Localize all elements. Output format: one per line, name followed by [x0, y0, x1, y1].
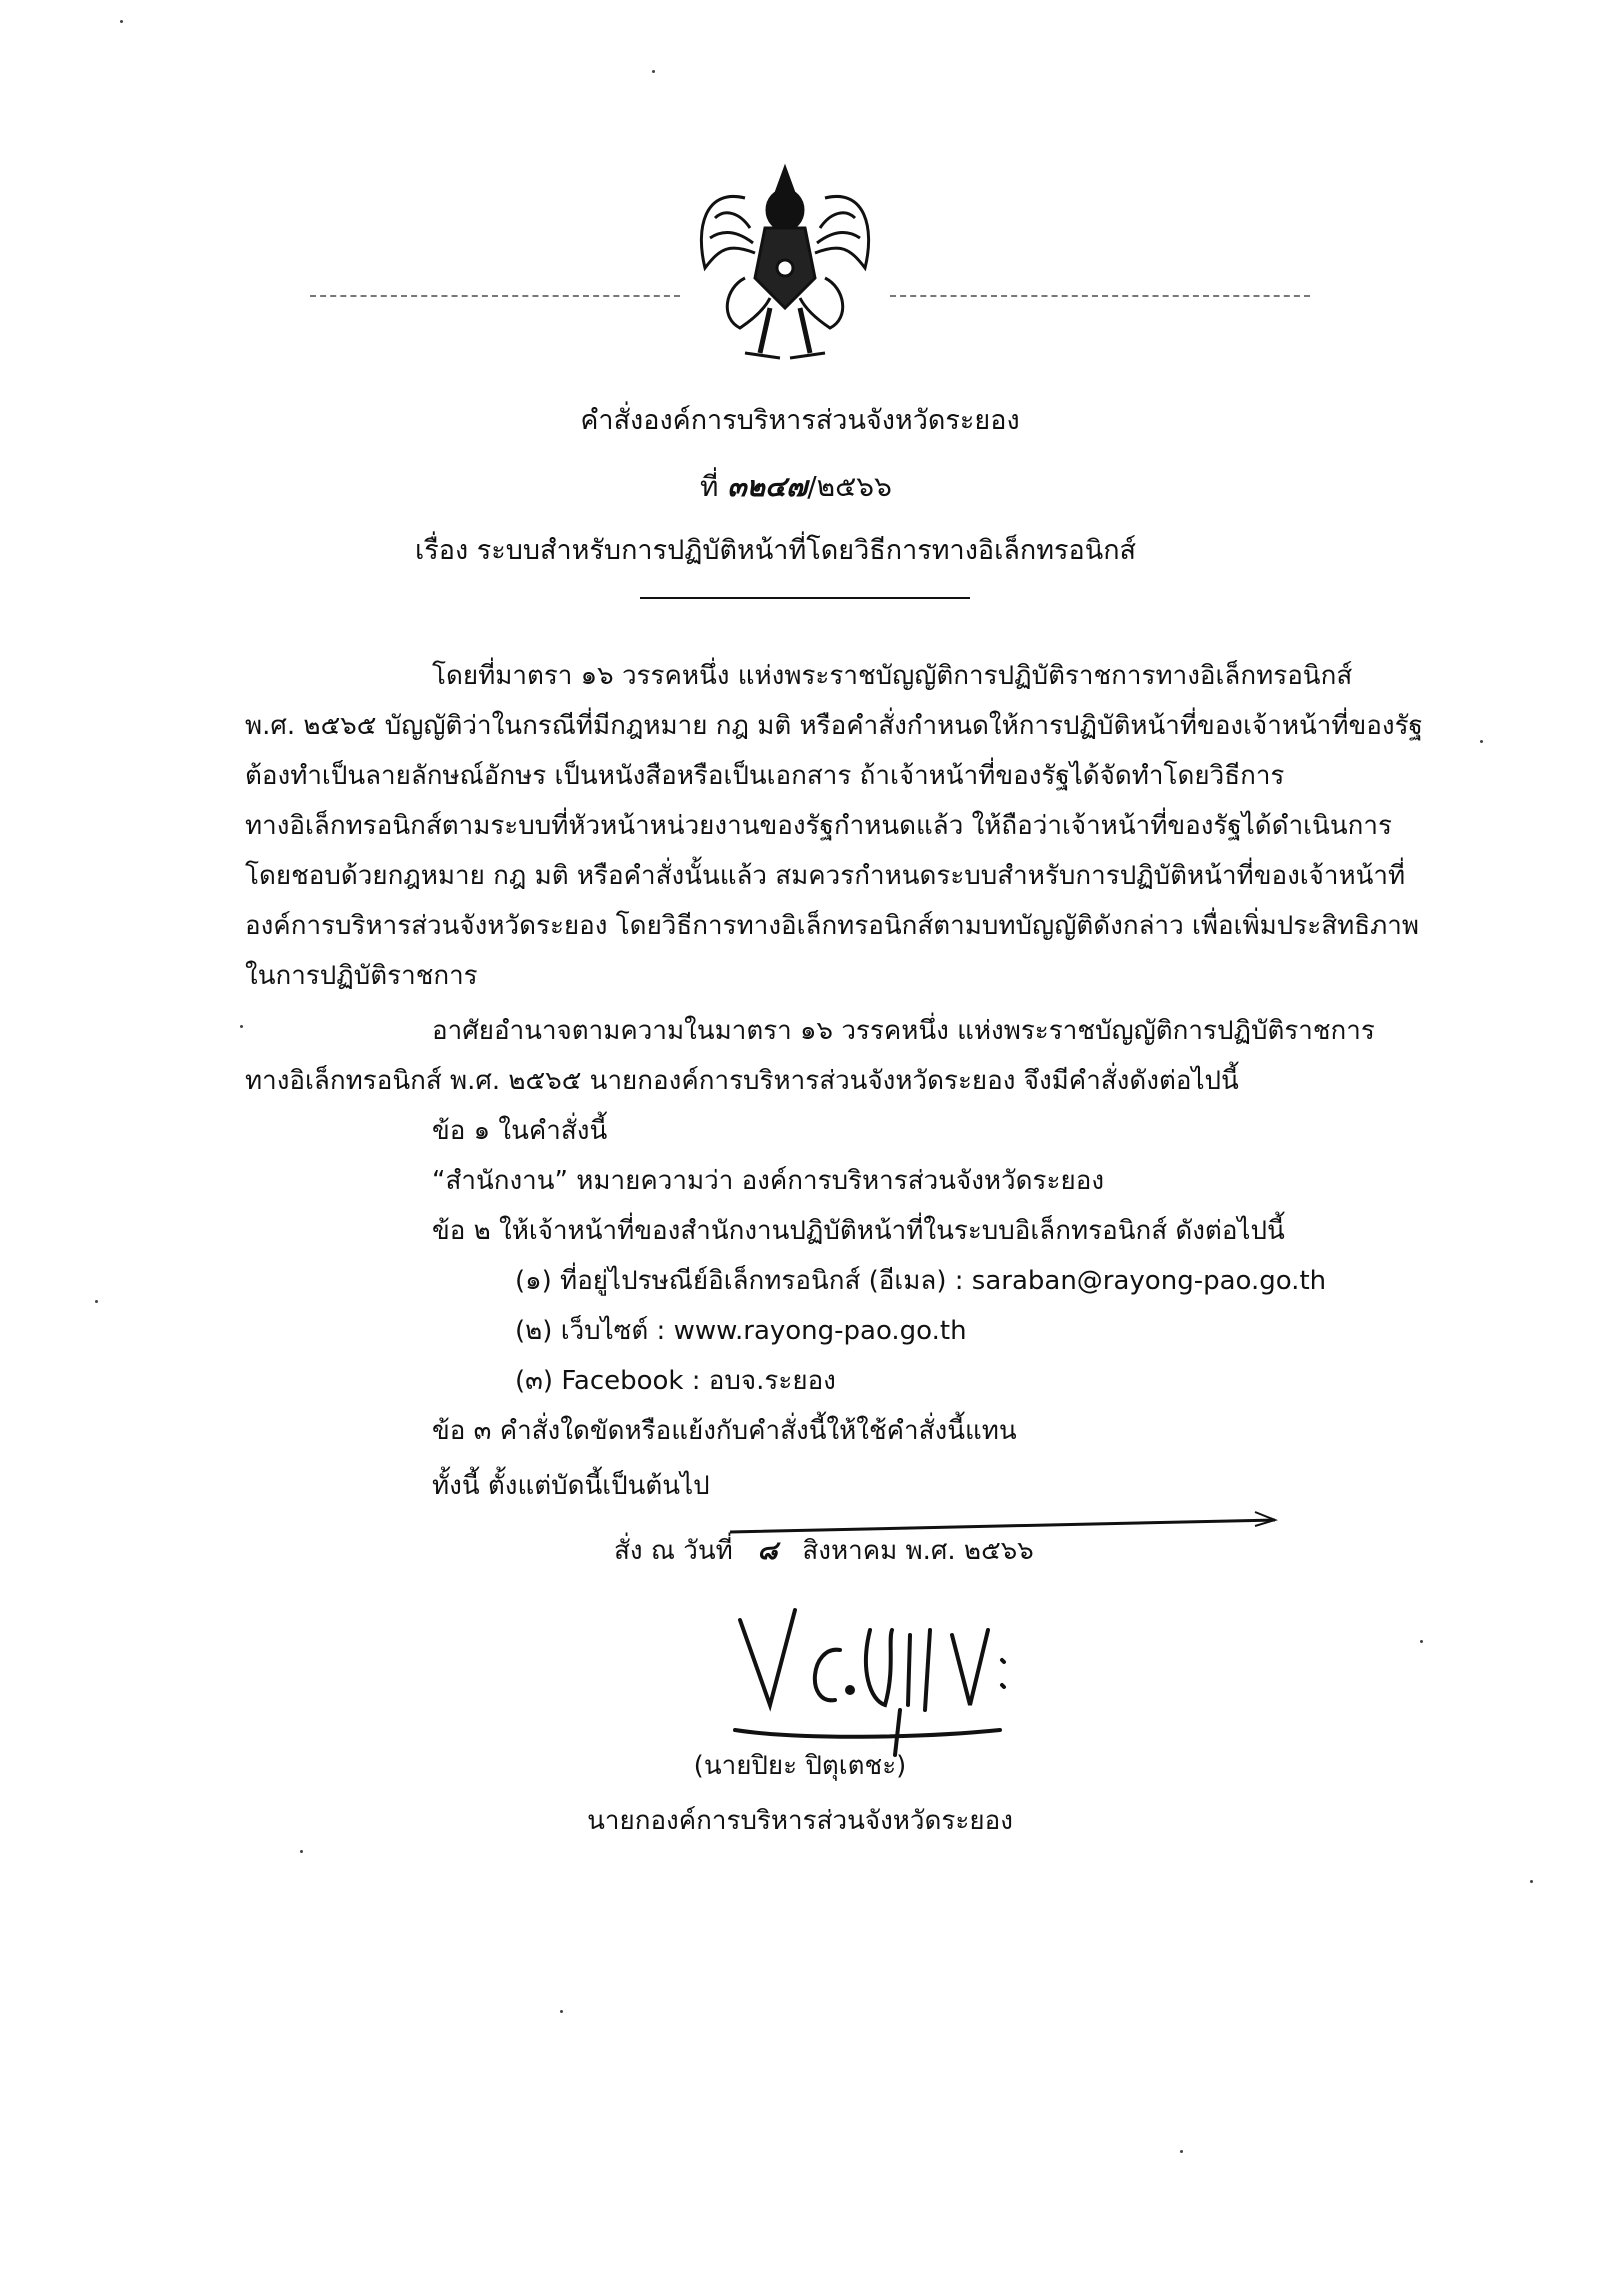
para1-line: องค์การบริหารส่วนจังหวัดระยอง โดยวิธีการทางอิเล็กทรอนิกส์ตามบทบัญญัติดังกล่าว เพื่อเพิ่มประสิทธิภาพ: [245, 911, 1419, 941]
definition: “สำนักงาน” หมายความว่า องค์การบริหารส่วนจังหวัดระยอง: [432, 1166, 1105, 1196]
scan-speck: [300, 1850, 303, 1853]
signer-title: นายกองค์การบริหารส่วนจังหวัดระยอง: [587, 1806, 1013, 1836]
scan-speck: [1480, 740, 1483, 743]
para1-line: โดยชอบด้วยกฎหมาย กฎ มติ หรือคำสั่งนั้นแล้ว สมควรกำหนดระบบสำหรับการปฏิบัติหน้าที่ของเจ้าหน้าที่: [245, 861, 1406, 891]
order-year: /๒๕๖๖: [807, 470, 892, 503]
scan-speck: [1530, 1880, 1533, 1883]
handwritten-signature: [720, 1590, 1010, 1760]
para1-line: พ.ศ. ๒๕๖๕ บัญญัติว่าในกรณีที่มีกฎหมาย กฎ มติ หรือคำสั่งกำหนดให้การปฏิบัติหน้าที่ของเจ้าหน้าที่ของรัฐ: [245, 711, 1423, 741]
header-dash-right: [890, 295, 1310, 297]
order-number: [700, 465, 892, 509]
order-subject: เรื่อง ระบบสำหรับการปฏิบัติหน้าที่โดยวิธีการทางอิเล็กทรอนิกส์: [415, 535, 1137, 566]
channel-facebook: (๓) Facebook : อบจ.ระยอง: [515, 1366, 836, 1396]
channel-website: (๒) เว็บไซต์ : www.rayong-pao.go.th: [515, 1316, 967, 1346]
effective-date: ทั้งนี้ ตั้งแต่บัดนี้เป็นต้นไป: [432, 1471, 710, 1501]
scan-speck: [560, 2010, 563, 2013]
order-title: คำสั่งองค์การบริหารส่วนจังหวัดระยอง: [580, 405, 1020, 436]
channel-email: (๑) ที่อยู่ไปรษณีย์อิเล็กทรอนิกส์ (อีเมล) : saraban@rayong-pao.go.th: [515, 1266, 1327, 1296]
scan-speck: [95, 1300, 98, 1303]
scan-speck: [1420, 1640, 1423, 1643]
order-prefix: ที่: [700, 470, 719, 503]
clause-1: ข้อ ๑ ในคำสั่งนี้: [432, 1116, 608, 1146]
para1-line: ต้องทำเป็นลายลักษณ์อักษร เป็นหนังสือหรือเป็นเอกสาร ถ้าเจ้าหน้าที่ของรัฐได้จัดทำโดยวิธีการ: [245, 761, 1285, 791]
date-prefix: สั่ง ณ วันที่: [614, 1536, 733, 1566]
clause-2: ข้อ ๒ ให้เจ้าหน้าที่ของสำนักงานปฏิบัติหน้าที่ในระบบอิเล็กทรอนิกส์ ดังต่อไปนี้: [432, 1216, 1285, 1246]
para1-line: ทางอิเล็กทรอนิกส์ตามระบบที่หัวหน้าหน่วยงานของรัฐกำหนดแล้ว ให้ถือว่าเจ้าหน้าที่ของรัฐได้ดำเนินการ: [245, 811, 1392, 841]
para1-line: โดยที่มาตรา ๑๖ วรรคหนึ่ง แห่งพระราชบัญญัติการปฏิบัติราชการทางอิเล็กทรอนิกส์: [432, 661, 1353, 691]
subject-rule: [640, 597, 970, 599]
date-day-handwritten: ๘: [757, 1536, 778, 1566]
sign-date: [614, 1530, 1034, 1571]
clause-3: ข้อ ๓ คำสั่งใดขัดหรือแย้งกับคำสั่งนี้ให้ใช้คำสั่งนี้แทน: [432, 1416, 1017, 1446]
scan-speck: [652, 70, 655, 73]
scan-speck: [240, 1025, 243, 1028]
scan-speck: [1180, 2150, 1183, 2153]
header-dash-left: [310, 295, 680, 297]
date-rest: สิงหาคม พ.ศ. ๒๕๖๖: [802, 1536, 1034, 1566]
signer-name: (นายปิยะ ปิตุเตชะ): [693, 1751, 907, 1781]
para1-line: ในการปฏิบัติราชการ: [245, 961, 478, 991]
scan-speck: [120, 20, 123, 23]
para2-line: อาศัยอำนาจตามความในมาตรา ๑๖ วรรคหนึ่ง แห่งพระราชบัญญัติการปฏิบัติราชการ: [432, 1016, 1375, 1046]
para2-line: ทางอิเล็กทรอนิกส์ พ.ศ. ๒๕๖๕ นายกองค์การบริหารส่วนจังหวัดระยอง จึงมีคำสั่งดังต่อไปนี้: [245, 1066, 1239, 1096]
garuda-emblem-icon: [685, 158, 885, 370]
order-number-handwritten: ๓๒๔๗: [727, 470, 808, 503]
